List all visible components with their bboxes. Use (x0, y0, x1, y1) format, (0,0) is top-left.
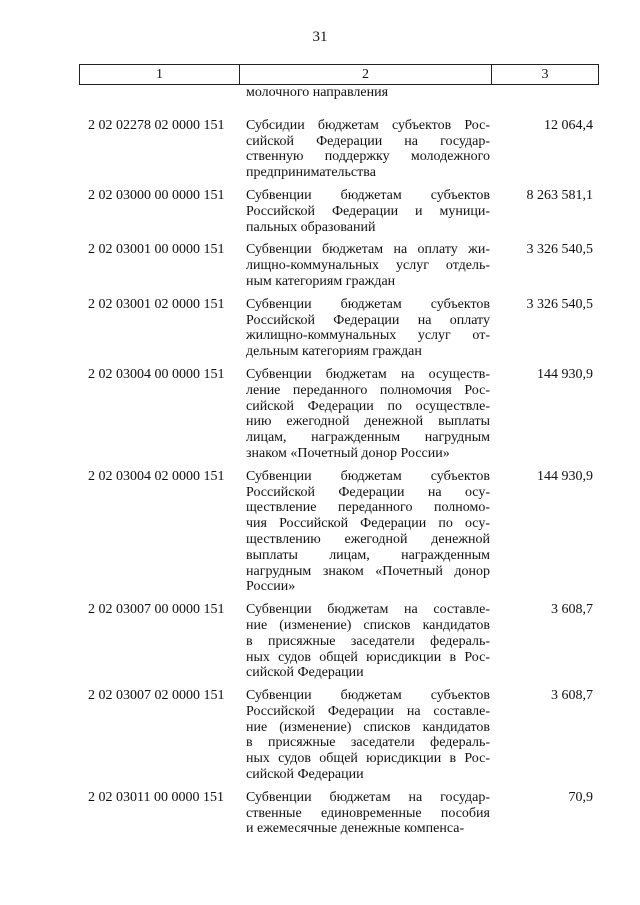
description-line: нию ежегодной денежной выплаты (246, 414, 490, 430)
code-cell: 2 02 03007 02 0000 151 (88, 688, 225, 704)
description-line: в присяжные заседатели федераль- (246, 735, 490, 751)
header-col-2: 2 (240, 65, 492, 84)
table-row (79, 367, 599, 462)
code-cell: 2 02 03011 00 0000 151 (88, 789, 224, 805)
description-line: ществлению ежегодной денежной (246, 531, 490, 547)
table-row (79, 297, 599, 360)
amount-cell: 12 064,4 (544, 117, 593, 133)
description-cell (239, 188, 491, 235)
code-cell: 2 02 02278 02 0000 151 (88, 117, 225, 133)
code-cell: 2 02 03001 02 0000 151 (88, 296, 225, 312)
description-line: лищно-коммунальных услуг отдель- (246, 258, 490, 274)
table-header (79, 64, 599, 85)
description-line: ственные единовременные пособия (246, 805, 490, 821)
amount-cell: 3 326 540,5 (526, 296, 593, 312)
description-line: ных судов общей юрисдикции в Рос- (246, 751, 490, 767)
description-cell (239, 242, 491, 289)
description-line: Субвенции бюджетам субъектов (246, 187, 490, 203)
code-cell: 2 02 03001 00 0000 151 (88, 242, 225, 258)
description-cell (239, 469, 491, 595)
code-cell: 2 02 03000 00 0000 151 (88, 187, 225, 203)
description-line: ных судов общей юрисдикции в Рос- (246, 649, 490, 665)
description-line: Субсидии бюджетам субъектов Рос- (246, 117, 490, 133)
description-line: Российской Федерации на осу- (246, 484, 490, 500)
table-row (79, 688, 599, 783)
amount-cell: 144 930,9 (537, 468, 593, 484)
description-cell (239, 790, 491, 837)
code-cell: 2 02 03004 00 0000 151 (88, 366, 225, 382)
description-line: сийской Федерации (246, 767, 364, 783)
code-cell: 2 02 03007 00 0000 151 (88, 602, 225, 618)
description-line: сийской Федерации (246, 665, 364, 681)
description-line: ние (изменение) списков кандидатов (246, 617, 490, 633)
description-line: ние (изменение) списков кандидатов (246, 719, 490, 735)
amount-cell: 3 608,7 (551, 602, 593, 618)
table-row (79, 469, 599, 595)
description-line: знаком «Почетный донор России» (246, 445, 450, 461)
table-row (79, 790, 599, 837)
description-line: жилищно-коммунальных услуг от- (246, 328, 490, 344)
description-line: сийской Федерации по осуществле- (246, 398, 490, 414)
description-line: Субвенции бюджетам на составле- (246, 602, 490, 618)
description-line: Субвенции бюджетам на осуществ- (246, 366, 490, 382)
description-line: чия Российской Федерации по осу- (246, 516, 490, 532)
description-line: выплаты лицам, награжденным (246, 547, 490, 563)
amount-cell: 144 930,9 (537, 366, 593, 382)
description-line: России» (246, 579, 296, 595)
description-line: Субвенции бюджетам субъектов (246, 468, 490, 484)
header-col-1: 1 (80, 65, 240, 84)
amount-cell: 8 263 581,1 (526, 187, 593, 203)
description-line: лицам, награжденным нагрудным (246, 430, 490, 446)
description-cell (239, 688, 491, 783)
description-cell (239, 297, 491, 360)
amount-cell: 70,9 (568, 789, 593, 805)
description-line: ление переданного полномочия Рос- (246, 382, 490, 398)
description-line: ным категориям граждан (246, 273, 396, 289)
description-line: Субвенции бюджетам субъектов (246, 688, 490, 704)
description-line: ственную поддержку молодежного (246, 149, 490, 165)
table-body (79, 85, 599, 837)
description-line: Субвенции бюджетам субъектов (246, 296, 490, 312)
description-line: Российской Федерации и муници- (246, 203, 490, 219)
description-line: дельным категориям граждан (246, 344, 422, 360)
description-cell (239, 367, 491, 462)
table-row (79, 188, 599, 235)
description-line: и ежемесячные денежные компенса- (246, 821, 465, 837)
table-row-continuation (79, 85, 599, 101)
description-line: ществление переданного полномо- (246, 500, 490, 516)
description-cell (239, 85, 491, 101)
amount-cell: 3 608,7 (551, 688, 593, 704)
description-cell (239, 602, 491, 681)
table-row (79, 118, 599, 181)
header-col-3: 3 (541, 66, 549, 82)
table-row (79, 242, 599, 289)
code-cell (79, 85, 239, 101)
description-line: предпринимательства (246, 165, 376, 181)
description-line: Субвенции бюджетам на оплату жи- (246, 242, 490, 258)
description-line: в присяжные заседатели федераль- (246, 633, 490, 649)
description-line: Российской Федерации на оплату (246, 312, 490, 328)
description-line: Российской Федерации на составле- (246, 703, 490, 719)
amount-cell: 3 326 540,5 (526, 242, 593, 258)
amount-cell (491, 85, 599, 101)
page-number: 31 (312, 29, 328, 45)
table-row (79, 602, 599, 681)
description-line: пальных образований (246, 219, 376, 235)
description-line: молочного направления (246, 85, 389, 100)
description-cell (239, 118, 491, 181)
description-line: Субвенции бюджетам на государ- (246, 789, 490, 805)
description-line: сийской Федерации на государ- (246, 133, 490, 149)
description-line: нагрудным знаком «Почетный донор (246, 563, 490, 579)
code-cell: 2 02 03004 02 0000 151 (88, 468, 225, 484)
